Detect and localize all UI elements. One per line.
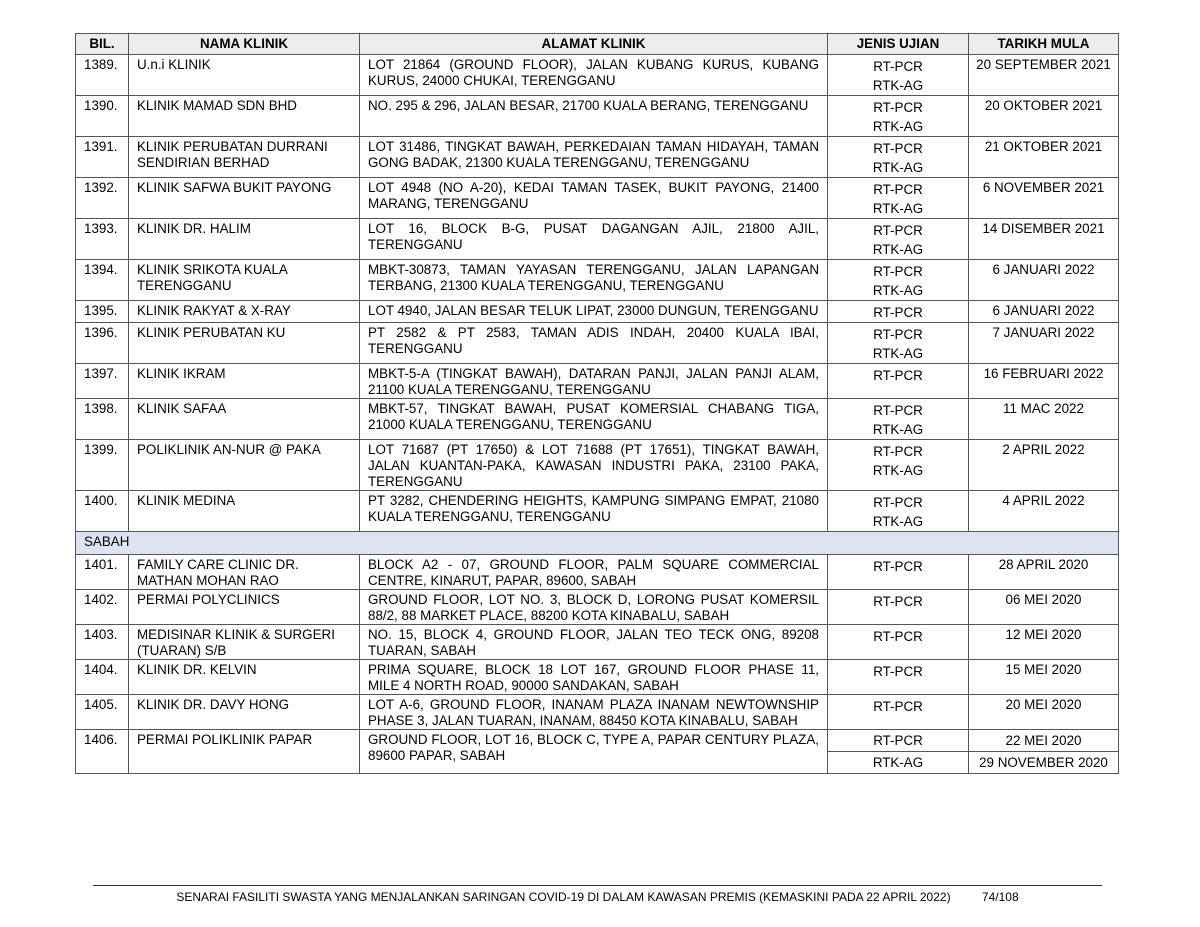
test-type: RT-PCR bbox=[873, 664, 923, 679]
clinic-name: FAMILY CARE CLINIC DR. MATHAN MOHAN RAO bbox=[129, 555, 360, 590]
table-body-last bbox=[76, 730, 1119, 774]
clinic-name: KLINIK SRIKOTA KUALA TERENGGANU bbox=[129, 260, 360, 301]
test-type: RTK-AG bbox=[872, 346, 924, 361]
start-date: 20 SEPTEMBER 2021 bbox=[969, 55, 1119, 96]
page-number: 74/108 bbox=[981, 890, 1019, 904]
clinic-name: KLINIK MEDINA bbox=[129, 491, 360, 532]
test-types bbox=[828, 625, 969, 660]
row-number: 1396. bbox=[76, 323, 129, 364]
clinic-name: PERMAI POLYCLINICS bbox=[129, 590, 360, 625]
clinic-address: LOT A-6, GROUND FLOOR, INANAM PLAZA INANAM NEWTOWNSHIP PHASE 3, JALAN TUARAN, INANAM, 88450 KOTA KINABALU, SABAH bbox=[360, 695, 828, 730]
clinic-address: LOT 71687 (PT 17650) & LOT 71688 (PT 17651), TINGKAT BAWAH, JALAN KUANTAN-PAKA, KAWASAN INDUSTRI PAKA, 23100 PAKA, TERENGGANU bbox=[360, 440, 828, 491]
table-row bbox=[76, 399, 1119, 440]
test-type: RT-PCR bbox=[873, 594, 923, 609]
start-date: 29 NOVEMBER 2020 bbox=[969, 752, 1119, 774]
table-body-sabah bbox=[76, 555, 1119, 730]
test-type: RT-PCR bbox=[873, 444, 923, 459]
clinic-address: PT 2582 & PT 2583, TAMAN ADIS INDAH, 20400 KUALA IBAI, TERENGGANU bbox=[360, 323, 828, 364]
start-date: 14 DISEMBER 2021 bbox=[969, 219, 1119, 260]
page-footer bbox=[93, 890, 1102, 904]
clinic-name: KLINIK DR. DAVY HONG bbox=[129, 695, 360, 730]
test-type: RT-PCR bbox=[873, 495, 923, 510]
table-row bbox=[76, 178, 1119, 219]
row-number: 1395. bbox=[76, 301, 129, 323]
row-number: 1398. bbox=[76, 399, 129, 440]
clinic-table bbox=[75, 33, 1119, 774]
test-type: RT-PCR bbox=[873, 403, 923, 418]
start-date: 2 APRIL 2022 bbox=[969, 440, 1119, 491]
start-date: 7 JANUARI 2022 bbox=[969, 323, 1119, 364]
start-date: 16 FEBRUARI 2022 bbox=[969, 364, 1119, 399]
clinic-address: PT 3282, CHENDERING HEIGHTS, KAMPUNG SIMPANG EMPAT, 21080 KUALA TERENGGANU, TERENGGANU bbox=[360, 491, 828, 532]
table-row bbox=[76, 96, 1119, 137]
row-number: 1390. bbox=[76, 96, 129, 137]
test-type: RT-PCR bbox=[873, 559, 923, 574]
table-row bbox=[76, 730, 1119, 752]
test-type: RT-PCR bbox=[873, 327, 923, 342]
test-type: RTK-AG bbox=[872, 283, 924, 298]
header-tarikh: TARIKH MULA bbox=[969, 34, 1119, 55]
header-nama: NAMA KLINIK bbox=[129, 34, 360, 55]
clinic-address: NO. 295 & 296, JALAN BESAR, 21700 KUALA BERANG, TERENGGANU bbox=[360, 96, 828, 137]
test-types bbox=[828, 660, 969, 695]
table-row bbox=[76, 491, 1119, 532]
row-number: 1404. bbox=[76, 660, 129, 695]
table-row bbox=[76, 301, 1119, 323]
test-type: RTK-AG bbox=[872, 78, 924, 93]
test-type: RTK-AG bbox=[872, 201, 924, 216]
clinic-address: MBKT-5-A (TINGKAT BAWAH), DATARAN PANJI, JALAN PANJI ALAM, 21100 KUALA TERENGGANU, TERENGGANU bbox=[360, 364, 828, 399]
clinic-name: PERMAI POLIKLINIK PAPAR bbox=[129, 730, 360, 774]
row-number: 1402. bbox=[76, 590, 129, 625]
table-row bbox=[76, 219, 1119, 260]
table-row bbox=[76, 660, 1119, 695]
header-bil: BIL. bbox=[76, 34, 129, 55]
test-type: RTK-AG bbox=[872, 463, 924, 478]
clinic-name: U.n.i KLINIK bbox=[129, 55, 360, 96]
test-type: RTK-AG bbox=[828, 752, 969, 774]
table-body-terengganu bbox=[76, 55, 1119, 532]
clinic-name: KLINIK IKRAM bbox=[129, 364, 360, 399]
clinic-address: BLOCK A2 - 07, GROUND FLOOR, PALM SQUARE COMMERCIAL CENTRE, KINARUT, PAPAR, 89600, SABAH bbox=[360, 555, 828, 590]
footer-text: SENARAI FASILITI SWASTA YANG MENJALANKAN SARINGAN COVID-19 DI DALAM KAWASAN PREMIS (KEMASKINI PADA 22 APRIL 2022) bbox=[176, 890, 951, 904]
test-type: RTK-AG bbox=[872, 514, 924, 529]
test-type: RTK-AG bbox=[872, 119, 924, 134]
clinic-address: MBKT-30873, TAMAN YAYASAN TERENGGANU, JALAN LAPANGAN TERBANG, 21300 KUALA TERENGGANU, TERENGGANU bbox=[360, 260, 828, 301]
footer-divider bbox=[93, 885, 1102, 886]
test-type: RT-PCR bbox=[828, 730, 969, 752]
test-type: RT-PCR bbox=[873, 100, 923, 115]
table-body-section bbox=[76, 532, 1119, 555]
header-jenis: JENIS UJIAN bbox=[828, 34, 969, 55]
test-type: RT-PCR bbox=[873, 59, 923, 74]
row-number: 1401. bbox=[76, 555, 129, 590]
test-type: RT-PCR bbox=[873, 141, 923, 156]
start-date: 4 APRIL 2022 bbox=[969, 491, 1119, 532]
test-types bbox=[828, 399, 969, 440]
test-type: RT-PCR bbox=[873, 264, 923, 279]
section-label: SABAH bbox=[76, 532, 1119, 555]
clinic-name: KLINIK PERUBATAN KU bbox=[129, 323, 360, 364]
table-row bbox=[76, 695, 1119, 730]
start-date: 21 OKTOBER 2021 bbox=[969, 137, 1119, 178]
start-date: 28 APRIL 2020 bbox=[969, 555, 1119, 590]
table-row bbox=[76, 323, 1119, 364]
test-types bbox=[828, 55, 969, 96]
start-date: 20 OKTOBER 2021 bbox=[969, 96, 1119, 137]
table-row bbox=[76, 590, 1119, 625]
clinic-address: LOT 31486, TINGKAT BAWAH, PERKEDAIAN TAMAN HIDAYAH, TAMAN GONG BADAK, 21300 KUALA TERENGGANU, TERENGGANU bbox=[360, 137, 828, 178]
start-date: 6 JANUARI 2022 bbox=[969, 301, 1119, 323]
table-header-row bbox=[76, 34, 1119, 55]
start-date: 6 JANUARI 2022 bbox=[969, 260, 1119, 301]
table-row bbox=[76, 555, 1119, 590]
clinic-address: LOT 4940, JALAN BESAR TELUK LIPAT, 23000 DUNGUN, TERENGGANU bbox=[360, 301, 828, 323]
row-number: 1393. bbox=[76, 219, 129, 260]
start-date: 6 NOVEMBER 2021 bbox=[969, 178, 1119, 219]
table-row bbox=[76, 55, 1119, 96]
clinic-name: KLINIK SAFAA bbox=[129, 399, 360, 440]
row-number: 1394. bbox=[76, 260, 129, 301]
row-number: 1403. bbox=[76, 625, 129, 660]
clinic-name: POLIKLINIK AN-NUR @ PAKA bbox=[129, 440, 360, 491]
test-type: RTK-AG bbox=[872, 160, 924, 175]
row-number: 1391. bbox=[76, 137, 129, 178]
start-date: 22 MEI 2020 bbox=[969, 730, 1119, 752]
clinic-name: MEDISINAR KLINIK & SURGERI (TUARAN) S/B bbox=[129, 625, 360, 660]
test-type: RT-PCR bbox=[873, 305, 923, 320]
row-number: 1389. bbox=[76, 55, 129, 96]
test-types bbox=[828, 440, 969, 491]
test-types bbox=[828, 96, 969, 137]
table-row bbox=[76, 364, 1119, 399]
test-type: RT-PCR bbox=[873, 629, 923, 644]
header-alamat: ALAMAT KLINIK bbox=[360, 34, 828, 55]
row-number: 1392. bbox=[76, 178, 129, 219]
start-date: 12 MEI 2020 bbox=[969, 625, 1119, 660]
test-types bbox=[828, 137, 969, 178]
start-date: 15 MEI 2020 bbox=[969, 660, 1119, 695]
clinic-address: GROUND FLOOR, LOT 16, BLOCK C, TYPE A, PAPAR CENTURY PLAZA, 89600 PAPAR, SABAH bbox=[360, 730, 828, 774]
clinic-address: NO. 15, BLOCK 4, GROUND FLOOR, JALAN TEO TECK ONG, 89208 TUARAN, SABAH bbox=[360, 625, 828, 660]
test-types bbox=[828, 323, 969, 364]
clinic-name: KLINIK DR. HALIM bbox=[129, 219, 360, 260]
clinic-name: KLINIK MAMAD SDN BHD bbox=[129, 96, 360, 137]
section-row bbox=[76, 532, 1119, 555]
clinic-address: PRIMA SQUARE, BLOCK 18 LOT 167, GROUND FLOOR PHASE 11, MILE 4 NORTH ROAD, 90000 SANDAKAN, SABAH bbox=[360, 660, 828, 695]
test-types bbox=[828, 491, 969, 532]
test-types bbox=[828, 555, 969, 590]
row-number: 1405. bbox=[76, 695, 129, 730]
test-types bbox=[828, 178, 969, 219]
test-type: RTK-AG bbox=[872, 242, 924, 257]
test-type: RT-PCR bbox=[873, 182, 923, 197]
table-row bbox=[76, 137, 1119, 178]
test-types bbox=[828, 219, 969, 260]
table-row bbox=[76, 625, 1119, 660]
test-type: RT-PCR bbox=[873, 699, 923, 714]
test-types bbox=[828, 590, 969, 625]
test-types bbox=[828, 260, 969, 301]
start-date: 11 MAC 2022 bbox=[969, 399, 1119, 440]
test-types bbox=[828, 695, 969, 730]
clinic-name: KLINIK RAKYAT & X-RAY bbox=[129, 301, 360, 323]
clinic-address: LOT 21864 (GROUND FLOOR), JALAN KUBANG KURUS, KUBANG KURUS, 24000 CHUKAI, TERENGGANU bbox=[360, 55, 828, 96]
test-types bbox=[828, 364, 969, 399]
clinic-address: LOT 16, BLOCK B-G, PUSAT DAGANGAN AJIL, 21800 AJIL, TERENGGANU bbox=[360, 219, 828, 260]
row-number: 1400. bbox=[76, 491, 129, 532]
clinic-name: KLINIK PERUBATAN DURRANI SENDIRIAN BERHAD bbox=[129, 137, 360, 178]
clinic-address: LOT 4948 (NO A-20), KEDAI TAMAN TASEK, BUKIT PAYONG, 21400 MARANG, TERENGGANU bbox=[360, 178, 828, 219]
test-types bbox=[828, 301, 969, 323]
table-row bbox=[76, 440, 1119, 491]
test-type: RT-PCR bbox=[873, 223, 923, 238]
clinic-address: MBKT-57, TINGKAT BAWAH, PUSAT KOMERSIAL CHABANG TIGA, 21000 KUALA TERENGGANU, TERENGGANU bbox=[360, 399, 828, 440]
table-row bbox=[76, 260, 1119, 301]
row-number: 1406. bbox=[76, 730, 129, 774]
clinic-address: GROUND FLOOR, LOT NO. 3, BLOCK D, LORONG PUSAT KOMERSIL 88/2, 88 MARKET PLACE, 88200 KOTA KINABALU, SABAH bbox=[360, 590, 828, 625]
row-number: 1397. bbox=[76, 364, 129, 399]
clinic-name: KLINIK DR. KELVIN bbox=[129, 660, 360, 695]
start-date: 20 MEI 2020 bbox=[969, 695, 1119, 730]
clinic-name: KLINIK SAFWA BUKIT PAYONG bbox=[129, 178, 360, 219]
test-type: RT-PCR bbox=[873, 368, 923, 383]
test-type: RTK-AG bbox=[872, 422, 924, 437]
start-date: 06 MEI 2020 bbox=[969, 590, 1119, 625]
row-number: 1399. bbox=[76, 440, 129, 491]
